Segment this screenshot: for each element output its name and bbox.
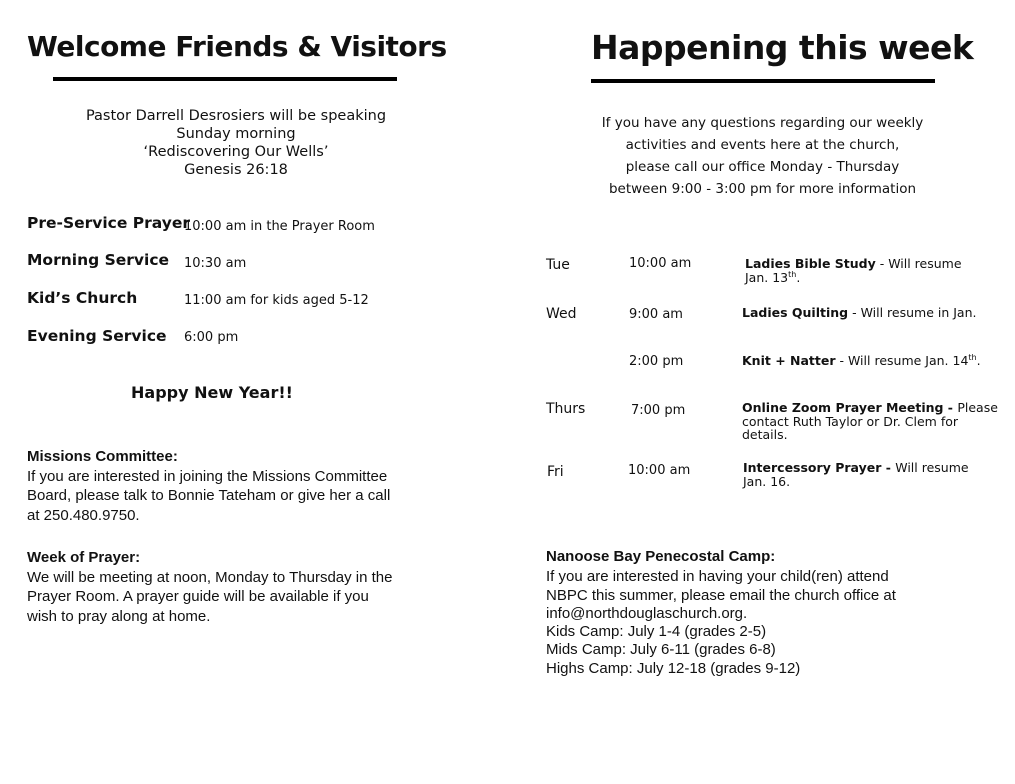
event-intercessory-prayer [743, 461, 998, 488]
event-name: Knit + Natter [742, 353, 836, 368]
left-title-underline [53, 77, 397, 81]
missions-heading: Missions Committee: [27, 448, 178, 465]
office-line-3: please call our office Monday - Thursday [625, 159, 900, 175]
event-day-fri: Fri [547, 464, 564, 480]
camp-line-1: If you are interested in having your child(ren) attend [546, 568, 889, 586]
new-year-greeting: Happy New Year!! [131, 383, 293, 402]
office-line-2: activities and events here at the church, [625, 137, 900, 153]
event-knit-natter [742, 354, 997, 368]
intro-line-2: Sunday morning [176, 126, 296, 142]
event-time-tue: 10:00 am [629, 256, 692, 271]
pastor-intro [36, 107, 436, 179]
left-title: Welcome Friends & Visitors [27, 30, 447, 63]
event-name: Ladies Quilting [742, 305, 849, 320]
event-detail: Please [957, 400, 998, 415]
camp-email: info@northdouglaschurch.org. [546, 604, 748, 622]
event-day-wed: Wed [546, 306, 577, 322]
intro-line-3: ‘Rediscovering Our Wells’ [143, 144, 329, 160]
prayer-week-line-2: Prayer Room. A prayer guide will be available if you [27, 588, 369, 605]
missions-line-2: Board, please talk to Bonnie Tateham or give her a call [27, 487, 391, 504]
event-time-wed: 9:00 am [629, 307, 683, 322]
event-detail: - Will resume Jan. 14 [835, 353, 969, 368]
event-detail: details. [742, 427, 788, 442]
event-detail: Will resume [895, 460, 969, 475]
intro-line-1: Pastor Darrell Desrosiers will be speaking [85, 108, 387, 124]
schedule-label-evening-service: Evening Service [27, 327, 167, 345]
right-title-underline [591, 79, 935, 83]
office-info [560, 112, 965, 200]
right-title: Happening this week [591, 28, 974, 67]
camp-heading: Nanoose Bay Penecostal Camp: [546, 548, 776, 565]
schedule-time-kids-church: 11:00 am for kids aged 5-12 [184, 293, 369, 308]
office-line-4: between 9:00 - 3:00 pm for more information [608, 181, 917, 197]
event-detail: . [796, 269, 801, 285]
ordinal-suffix: th [788, 269, 797, 279]
event-name: Ladies Bible Study [745, 256, 876, 271]
schedule-label-kids-church: Kid’s Church [27, 289, 138, 307]
event-detail: - Will resume [875, 256, 962, 271]
missions-line-3: at 250.480.9750. [27, 506, 140, 524]
event-detail: . [976, 353, 981, 368]
schedule-time-morning-service: 10:30 am [184, 256, 247, 271]
event-detail: contact Ruth Taylor or Dr. Clem for [742, 413, 959, 429]
event-online-zoom-prayer [742, 401, 1004, 442]
event-name: Intercessory Prayer - [743, 460, 896, 475]
camp-mids: Mids Camp: July 6-11 (grades 6-8) [546, 641, 776, 659]
week-of-prayer-section [27, 548, 457, 626]
event-ladies-bible-study [745, 257, 995, 284]
event-detail: Jan. 16. [743, 473, 791, 489]
schedule-label-morning-service: Morning Service [27, 251, 170, 269]
event-ladies-quilting [742, 306, 997, 320]
intro-line-4: Genesis 26:18 [184, 162, 288, 178]
event-day-thurs: Thurs [546, 401, 586, 417]
missions-line-1: If you are interested in joining the Missions Committee [27, 467, 388, 485]
camp-section [546, 548, 986, 678]
schedule-time-evening-service: 6:00 pm [184, 330, 239, 345]
schedule-time-pre-service-prayer: 10:00 am in the Prayer Room [184, 219, 375, 234]
event-time-thurs: 7:00 pm [631, 403, 686, 418]
prayer-week-heading: Week of Prayer: [27, 549, 141, 566]
camp-highs: Highs Camp: July 12-18 (grades 9-12) [546, 659, 801, 677]
event-day-tue: Tue [546, 257, 570, 273]
camp-kids: Kids Camp: July 1-4 (grades 2-5) [546, 623, 767, 641]
event-time-wed-2: 2:00 pm [629, 354, 684, 369]
event-detail: - Will resume in Jan. [848, 305, 977, 320]
schedule-label-pre-service-prayer: Pre-Service Prayer [27, 214, 191, 232]
missions-committee-section [27, 447, 457, 525]
event-time-fri: 10:00 am [628, 463, 691, 478]
prayer-week-line-1: We will be meeting at noon, Monday to Thursday in the [27, 568, 393, 586]
event-name: Online Zoom Prayer Meeting - [742, 400, 958, 415]
office-line-1: If you have any questions regarding our weekly [601, 115, 924, 131]
event-detail: Jan. 13 [745, 269, 789, 285]
ordinal-suffix: th [968, 352, 977, 362]
prayer-week-line-3: wish to pray along at home. [27, 607, 211, 625]
camp-line-2: NBPC this summer, please email the church office at [546, 586, 896, 604]
